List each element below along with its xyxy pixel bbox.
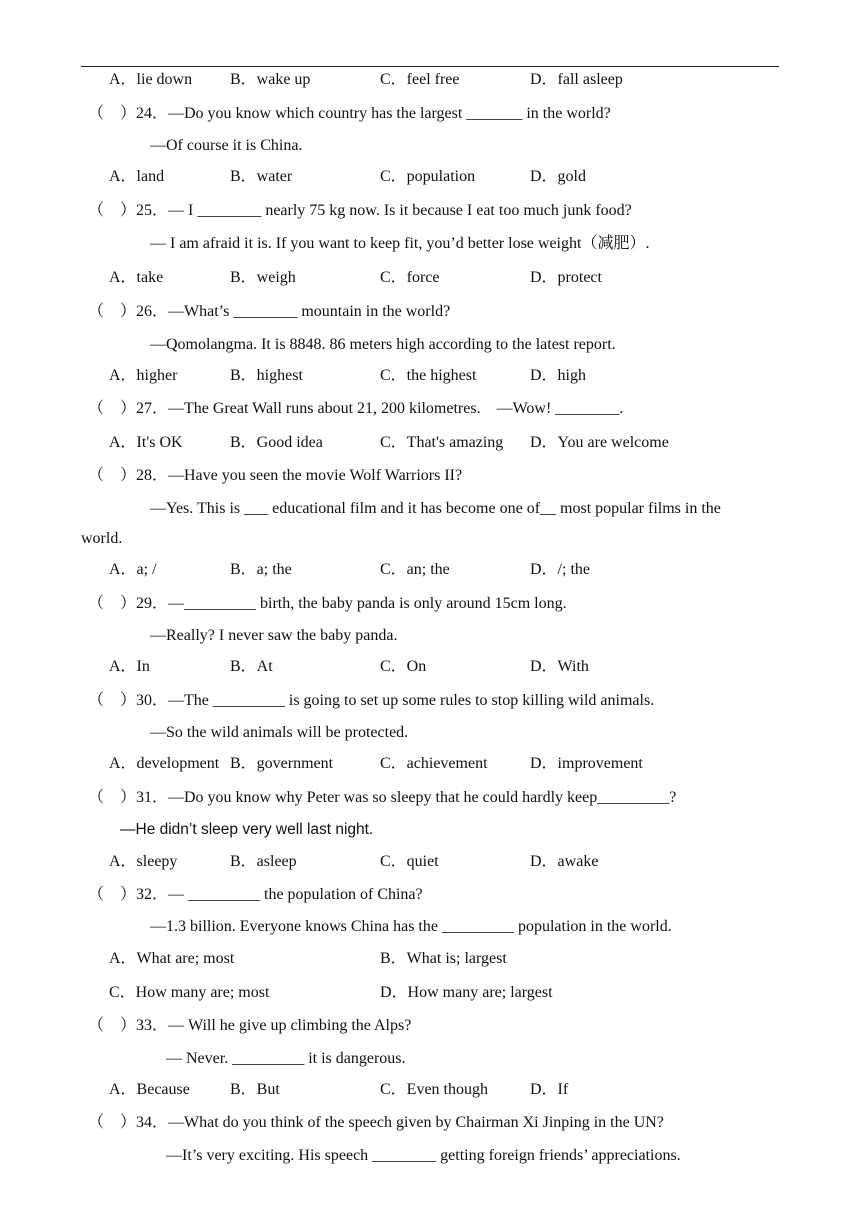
question-stem: （ ）34．—What do you think of the speech given by Chairman Xi Jinping in the UN? (88, 1114, 664, 1131)
question-reply: — I am afraid it is. If you want to keep fit, you’d better lose weight（减肥）. (150, 235, 650, 252)
option-a: A．land (109, 168, 165, 185)
option-d: D．With (530, 658, 589, 675)
question-reply: —Of course it is China. (150, 137, 303, 154)
question-reply: —So the wild animals will be protected. (150, 724, 409, 741)
question-stem: （ ）27．—The Great Wall runs about 21, 200 kilometres. —Wow! ________. (88, 400, 624, 417)
question-stem: （ ）30．—The _________ is going to set up some rules to stop killing wild animals. (88, 692, 655, 709)
question-stem: （ ）29．—_________ birth, the baby panda is only around 15cm long. (88, 595, 567, 612)
option-b: B．asleep (230, 853, 297, 870)
option-a: A．development (109, 755, 220, 772)
question-reply: —Yes. This is ___ educational film and it has become one of__ most popular films in the (150, 500, 721, 517)
option-c: C．the highest (380, 367, 477, 384)
question-reply: — Never. _________ it is dangerous. (166, 1050, 406, 1067)
option-a: A．lie down (109, 71, 193, 88)
option-c: C．an; the (380, 561, 450, 578)
option-a: A．It's OK (109, 434, 183, 451)
option-c: C．On (380, 658, 427, 675)
option-b: B．Good idea (230, 434, 323, 451)
question-stem: （ ）32．— _________ the population of China? (88, 886, 423, 903)
option-b: B．water (230, 168, 293, 185)
option-b: B．weigh (230, 269, 296, 286)
option-a: A．In (109, 658, 150, 675)
option-a: A．What are; most (109, 950, 235, 967)
option-a: A．take (109, 269, 164, 286)
option-a: A．Because (109, 1081, 190, 1098)
option-c: C．population (380, 168, 476, 185)
option-b: B．wake up (230, 71, 311, 88)
option-c: C．feel free (380, 71, 460, 88)
option-b: B．a; the (230, 561, 292, 578)
option-c: C．How many are; most (109, 984, 270, 1001)
option-b: B．But (230, 1081, 280, 1098)
option-b: B．At (230, 658, 273, 675)
option-d: D．awake (530, 853, 599, 870)
question-stem: （ ）26．—What’s ________ mountain in the world? (88, 303, 451, 320)
option-b: B．What is; largest (380, 950, 507, 967)
header-rule (81, 66, 779, 67)
option-d: D．How many are; largest (380, 984, 553, 1001)
option-c: C．That's amazing (380, 434, 504, 451)
question-stem: （ ）31．—Do you know why Peter was so sleepy that he could hardly keep_________? (88, 789, 677, 806)
option-d: D．If (530, 1081, 569, 1098)
option-c: C．quiet (380, 853, 439, 870)
question-stem: （ ）28．—Have you seen the movie Wolf Warriors II? (88, 467, 463, 484)
option-d: D．fall asleep (530, 71, 623, 88)
question-reply: —Qomolangma. It is 8848. 86 meters high according to the latest report. (150, 336, 616, 353)
question-stem: （ ）24．—Do you know which country has the largest _______ in the world? (88, 105, 611, 122)
option-d: D．improvement (530, 755, 643, 772)
question-reply: —Really? I never saw the baby panda. (150, 627, 398, 644)
question-reply: —1.3 billion. Everyone knows China has the _________ population in the world. (150, 918, 672, 935)
question-stem: （ ）25．— I ________ nearly 75 kg now. Is it because I eat too much junk food? (88, 202, 632, 219)
question-stem: （ ）33．— Will he give up climbing the Alps? (88, 1017, 412, 1034)
option-d: D．You are welcome (530, 434, 669, 451)
option-c: C．force (380, 269, 440, 286)
option-d: D．high (530, 367, 587, 384)
question-reply: —It’s very exciting. His speech ________ getting foreign friends’ appreciations. (166, 1147, 681, 1164)
option-a: A．higher (109, 367, 178, 384)
option-a: A．a; / (109, 561, 157, 578)
option-d: D．gold (530, 168, 587, 185)
option-b: B．government (230, 755, 334, 772)
option-b: B．highest (230, 367, 303, 384)
question-reply-continued: world. (81, 530, 123, 547)
option-c: C．achievement (380, 755, 488, 772)
option-c: C．Even though (380, 1081, 488, 1098)
option-d: D．protect (530, 269, 602, 286)
option-d: D．/; the (530, 561, 590, 578)
option-a: A．sleepy (109, 853, 178, 870)
question-reply: —He didn’t sleep very well last night. (120, 821, 374, 838)
